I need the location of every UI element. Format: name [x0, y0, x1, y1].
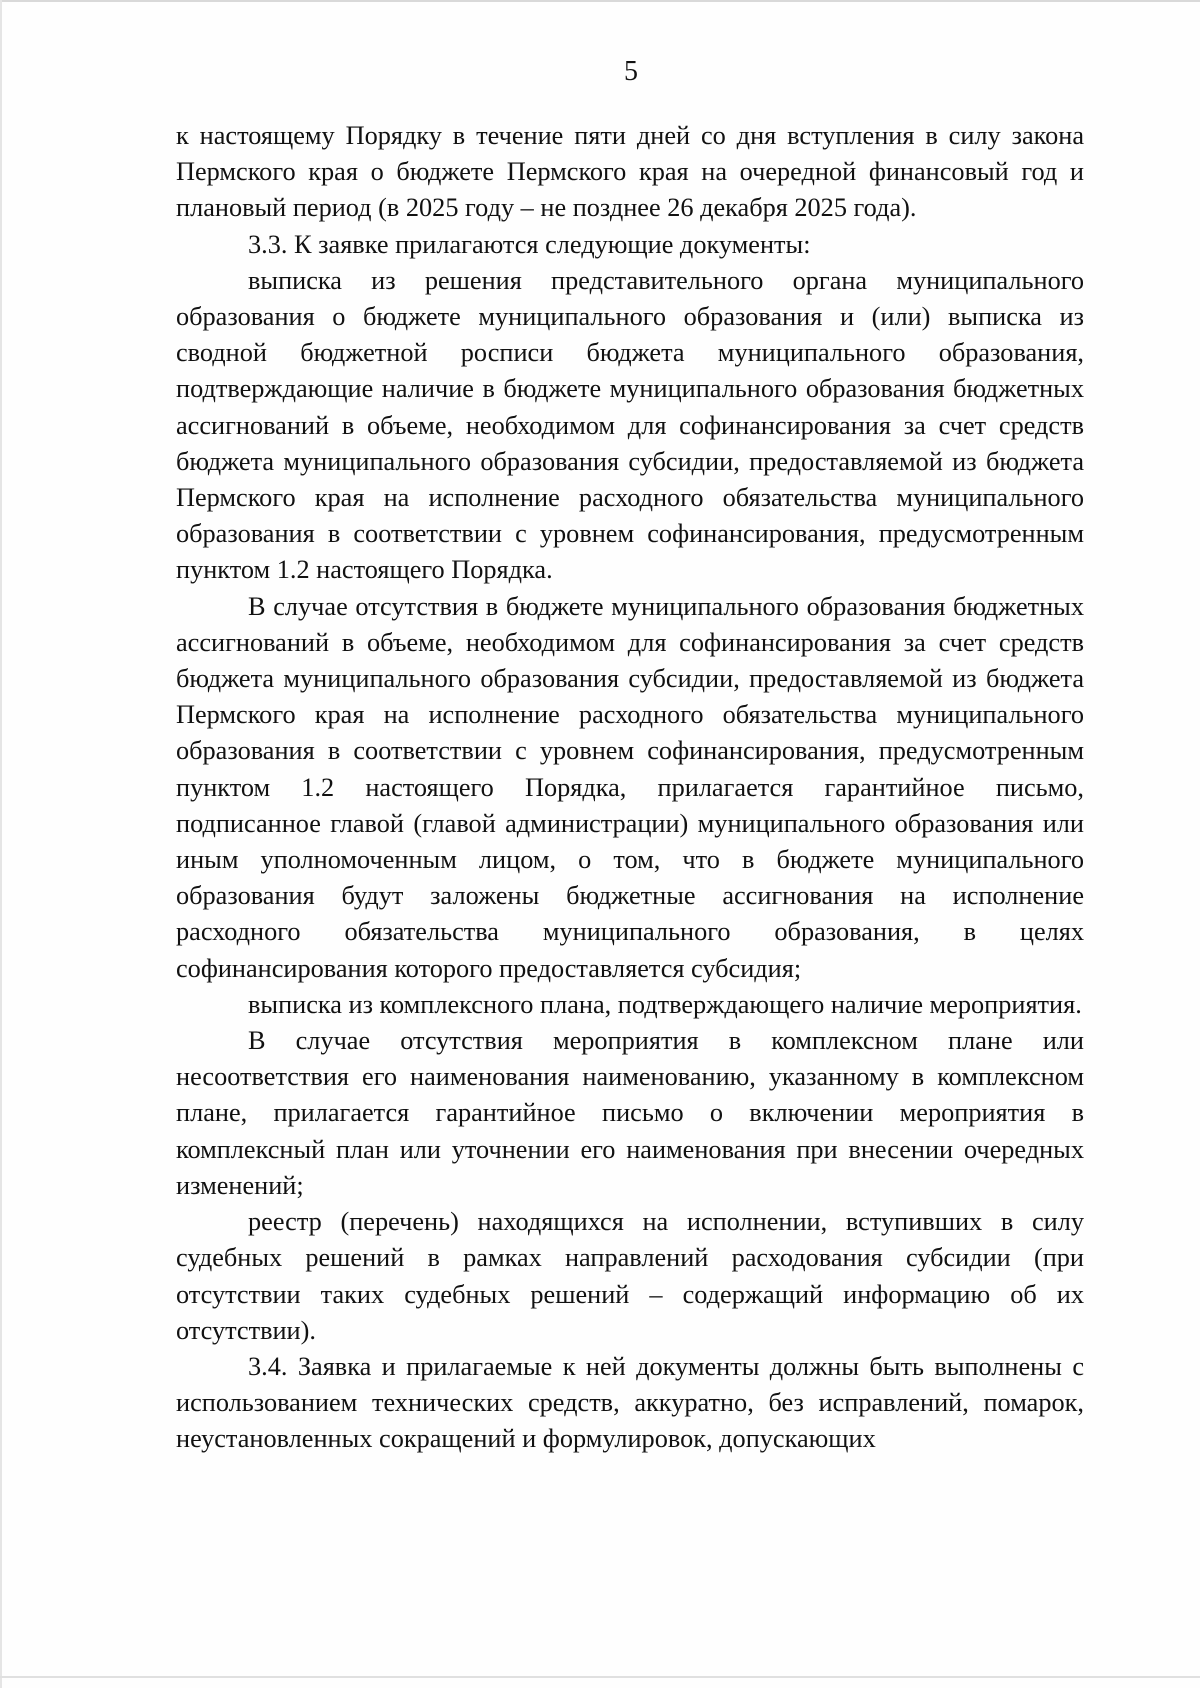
paragraph-continuation: к настоящему Порядку в течение пяти дней со дня вступления в силу закона Пермского края о бюджете Пермского края на очередной финансовый год и плановый период (в 2025 году – не позднее 26 декабря 2025 года).: [176, 121, 1084, 223]
document-body: [176, 118, 1084, 1458]
scan-edge-bottom: [0, 1676, 1200, 1678]
paragraph-plan-absence: В случае отсутствия мероприятия в комплексном плане или несоответствия его наименования наименованию, указанному в комплексном плане, прилагается гарантийное письмо о включении мероприятия в комплексный план или уточнении его наименования при внесении очередных изменений;: [176, 1026, 1084, 1200]
paragraph-court-registry: реестр (перечень) находящихся на исполнении, вступивших в силу судебных решений в рамках направлений расходования субсидии (при отсутствии таких судебных решений – содержащий информацию об их отсутствии).: [176, 1207, 1084, 1345]
paragraph-3-3-heading: 3.3. К заявке прилагаются следующие документы:: [248, 229, 811, 259]
scan-edge-top: [0, 0, 1200, 2]
page-number: 5: [624, 56, 638, 87]
paragraph-3-4: 3.4. Заявка и прилагаемые к ней документы должны быть выполнены с использованием технических средств, аккуратно, без исправлений, помарок, неустановленных сокращений и формулировок, допускающих: [176, 1351, 1084, 1454]
paragraph-budget-extract: выписка из решения представительного органа муниципального образования о бюджете муниципального образования и (или) выписка из сводной бюджетной росписи бюджета муниципального образования, подтверждающие наличие в бюджете муниципального образования бюджетных ассигнований в объеме, необходимом для софинансирования за счет средств бюджета муниципального образования субсидии, предоставляемой из бюджета Пермского края на исполнение расходного обязательства муниципального образования в соответствии с уровнем софинансирования, предусмотренным пунктом 1.2 настоящего Порядка.: [176, 265, 1084, 585]
paragraph-plan-extract: выписка из комплексного плана, подтверждающего наличие мероприятия.: [248, 989, 1082, 1019]
paragraph-guarantee-letter: В случае отсутствия в бюджете муниципального образования бюджетных ассигнований в объеме, необходимом для софинансирования за счет средств бюджета муниципального образования субсидии, предоставляемой из бюджета Пермского края на исполнение расходного обязательства муниципального образования в соответствии с уровнем софинансирования, предусмотренным пунктом 1.2 настоящего Порядка, прилагается гарантийное письмо, подписанное главой (главой администрации) муниципального образования или иным уполномоченным лицом, о том, что в бюджете муниципального образования будут заложены бюджетные ассигнования на исполнение расходного обязательства муниципального образования, в целях софинансирования которого предоставляется субсидия;: [176, 591, 1084, 983]
scan-edge-left: [0, 0, 2, 1688]
